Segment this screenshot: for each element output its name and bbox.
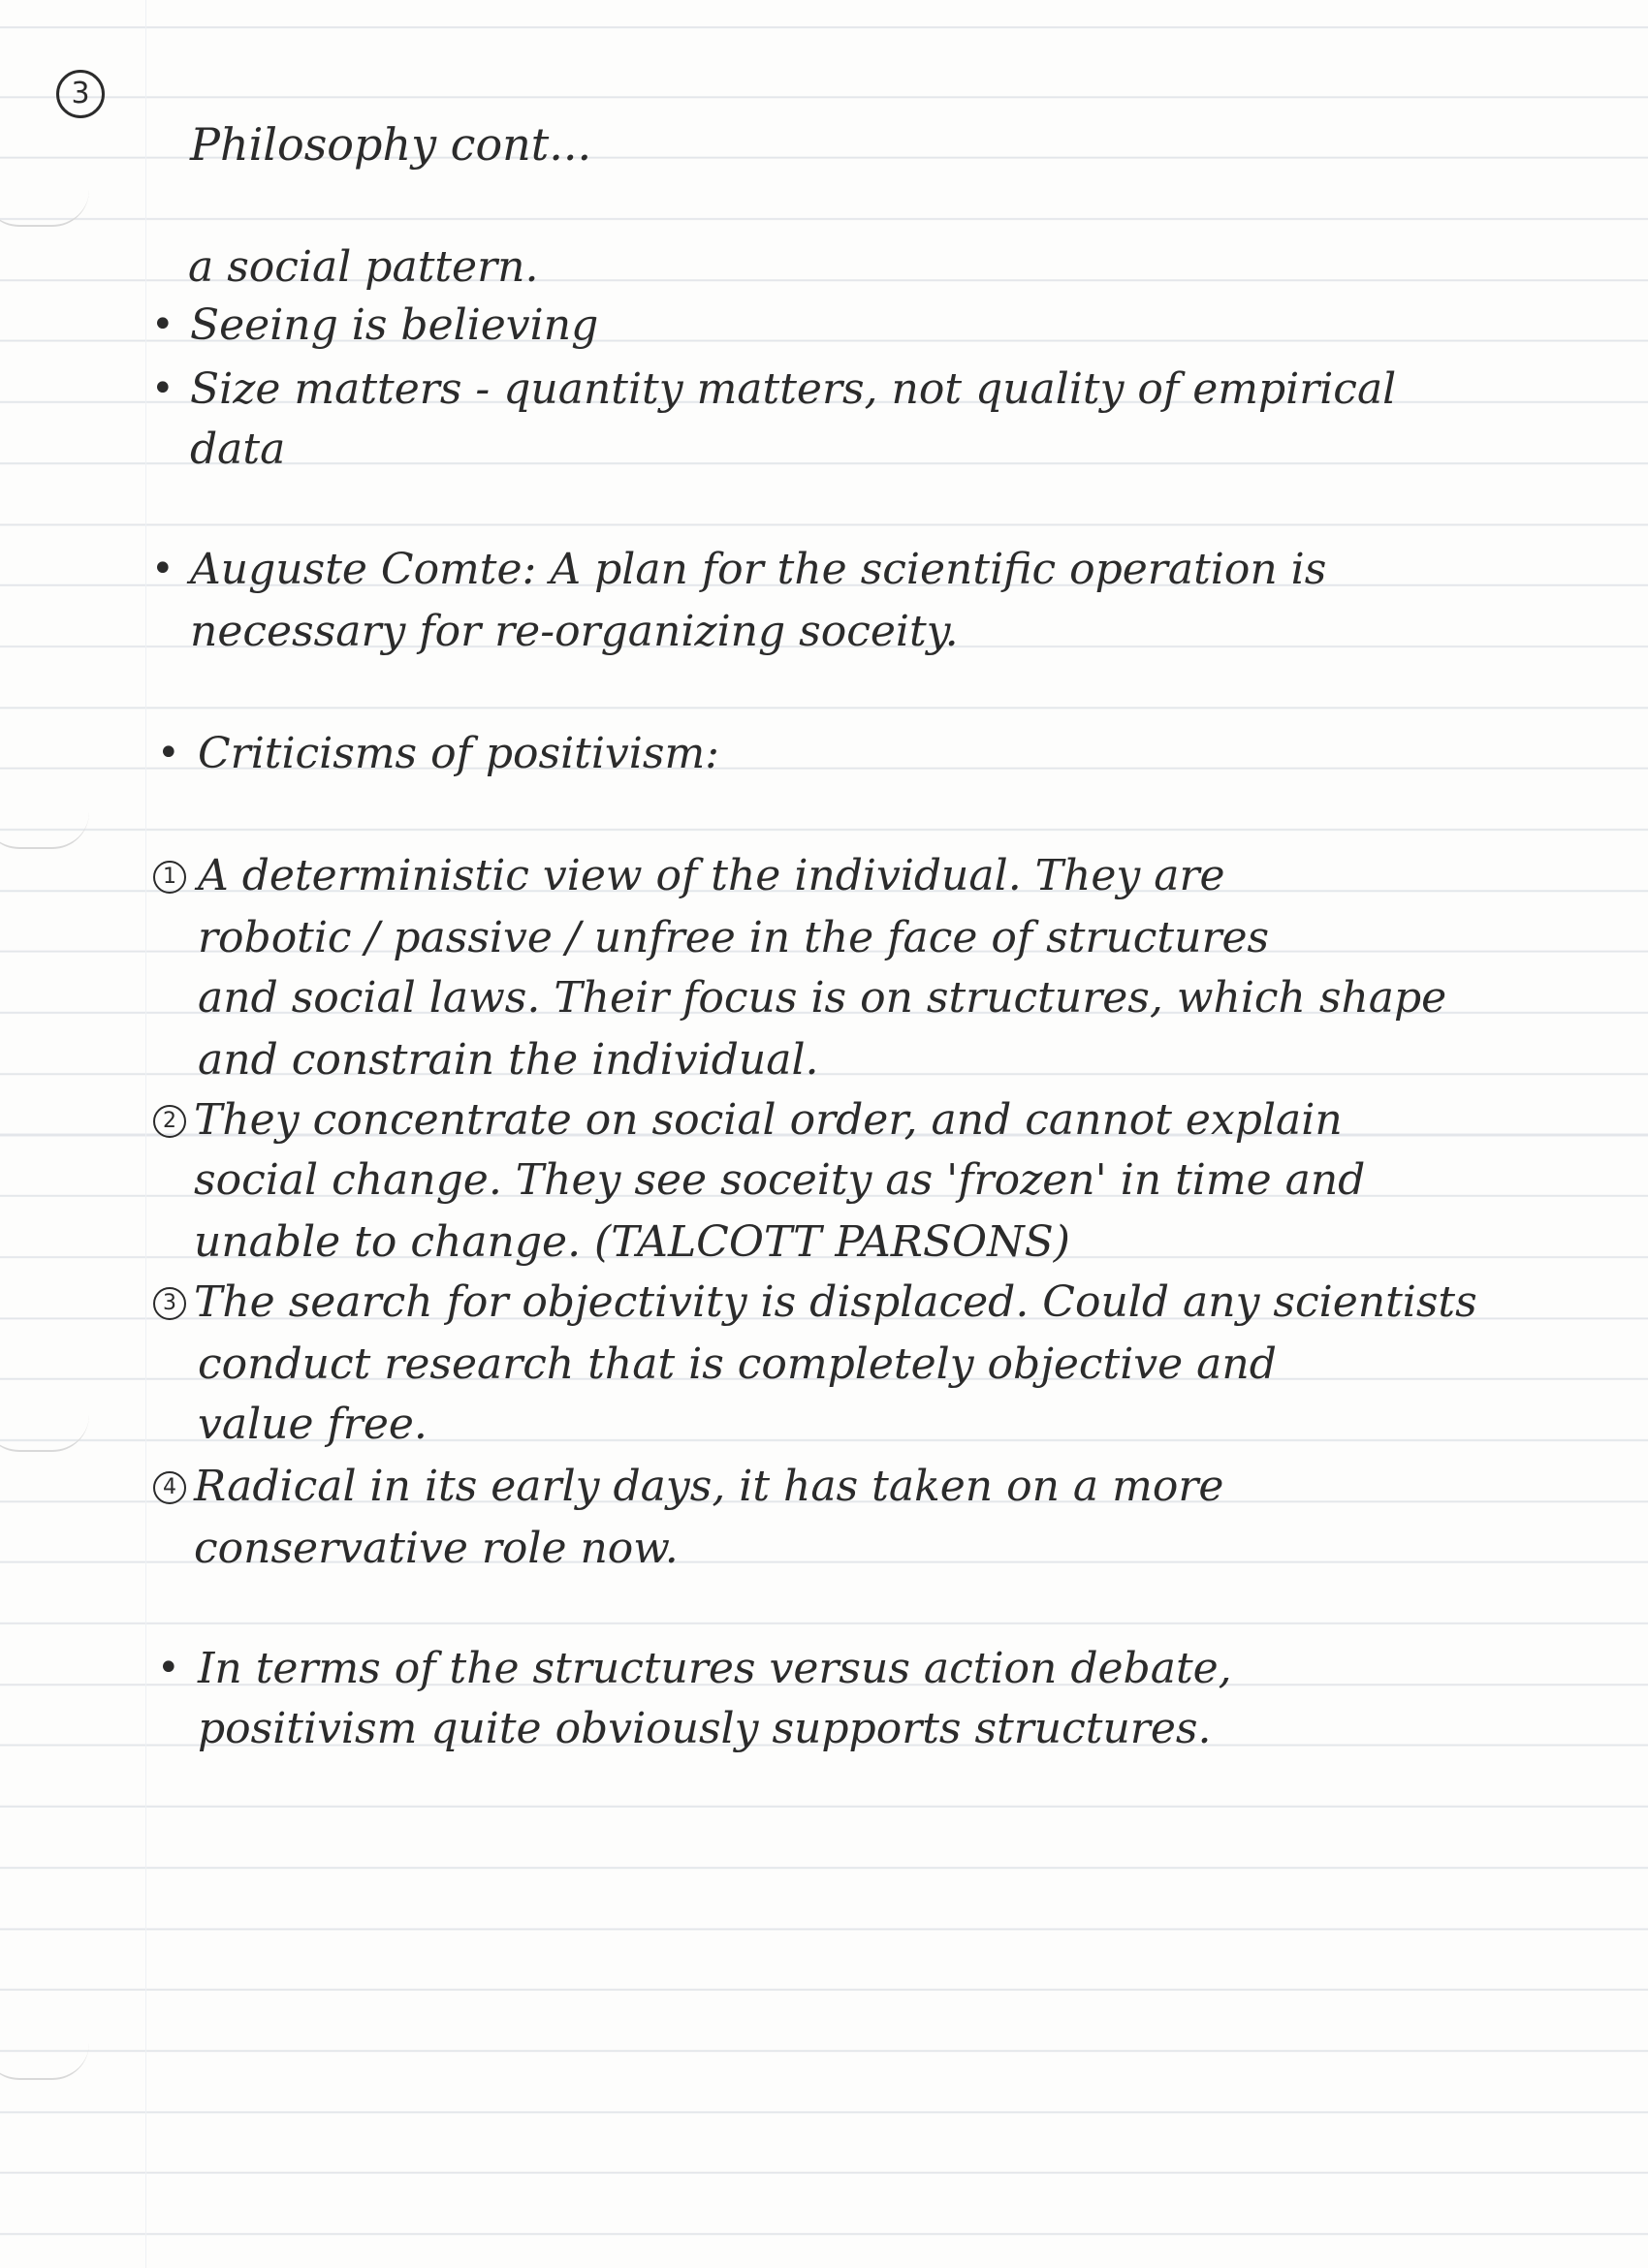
binder-hole-mark	[0, 812, 89, 849]
page-heading: Philosophy cont...	[190, 118, 592, 171]
criticism-number: 2	[153, 1105, 186, 1138]
criticism-number: 4	[153, 1471, 186, 1504]
binder-hole-mark	[0, 190, 89, 227]
bullet-comte-line2: necessary for re-organizing soceity.	[190, 607, 959, 656]
criticism-4-line1: Radical in its early days, it has taken on a more	[194, 1462, 1224, 1511]
bullet-dot: •	[157, 1646, 180, 1690]
bullet-seeing: Seeing is believing	[190, 300, 599, 350]
bullet-dot: •	[151, 302, 174, 347]
bullet-debate-line2: positivism quite obviously supports structures.	[198, 1704, 1212, 1753]
criticism-3-line2: conduct research that is completely objective and	[198, 1339, 1277, 1389]
criticism-number: 3	[153, 1287, 186, 1320]
criticism-1-line2: robotic / passive / unfree in the face of structures	[198, 913, 1270, 962]
bullet-dot: •	[151, 547, 174, 591]
bullet-comte-line1: Auguste Comte: A plan for the scientific operation is	[190, 545, 1327, 594]
intro-continuation: a social pattern.	[188, 242, 539, 292]
binder-hole-mark	[0, 1415, 89, 1452]
criticism-2-line3: unable to change. (TALCOTT PARSONS)	[194, 1217, 1070, 1267]
criticism-3-line3: value free.	[198, 1400, 428, 1449]
page-number: 3	[56, 70, 105, 118]
bullet-size-line1: Size matters - quantity matters, not quality of empirical	[190, 364, 1397, 414]
bullet-size-line2: data	[190, 425, 286, 474]
criticism-4-line2: conservative role now.	[194, 1524, 679, 1573]
binder-hole-mark	[0, 2043, 89, 2080]
criticism-1-line4: and constrain the individual.	[198, 1035, 819, 1085]
criticism-2-line1: They concentrate on social order, and cannot explain	[194, 1095, 1343, 1145]
bullet-debate-line1: In terms of the structures versus action debate,	[198, 1644, 1232, 1693]
criticism-3-line1: The search for objectivity is displaced. Could any scientists	[194, 1277, 1477, 1327]
criticism-1-line3: and social laws. Their focus is on structures, which shape	[198, 973, 1447, 1023]
criticism-2-line2: social change. They see soceity as 'frozen' in time and	[194, 1155, 1366, 1205]
criticism-number: 1	[153, 861, 186, 894]
bullet-dot: •	[151, 366, 174, 411]
criticism-1-line1: A deterministic view of the individual. They are	[198, 851, 1225, 900]
margin-line	[145, 0, 146, 2268]
bullet-dot: •	[157, 731, 180, 775]
bullet-criticisms: Criticisms of positivism:	[198, 729, 719, 778]
